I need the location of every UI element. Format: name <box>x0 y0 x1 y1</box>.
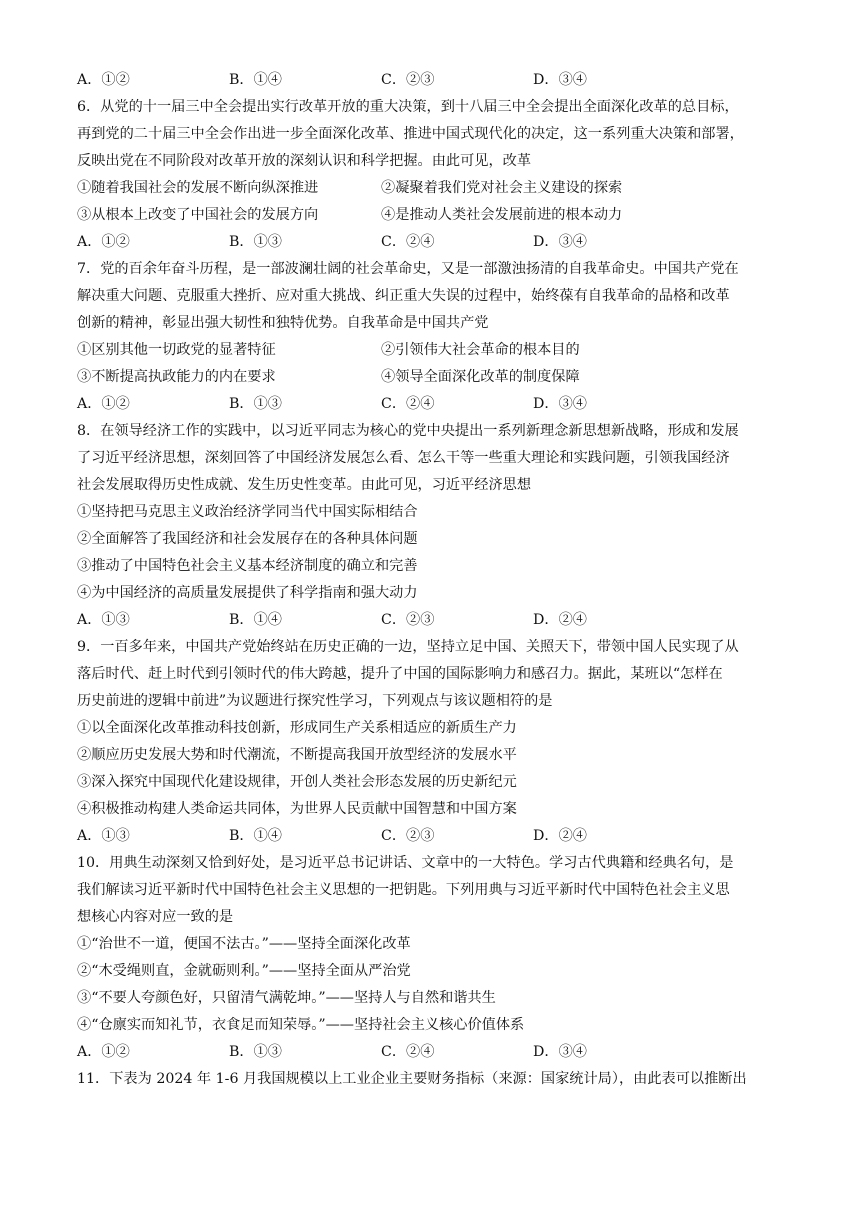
q10-stem-line: 想核心内容对应一致的是 <box>77 909 234 925</box>
q6-items-row <box>77 206 777 224</box>
option-a: A．①② <box>77 72 130 88</box>
q11-stem-line: 11．下表为 2024 年 1-6 月我国规模以上工业企业主要财务指标（来源：国家统计局），由此表可以推断出 <box>77 1071 747 1087</box>
q8-item-2: ②全面解答了我国经济和社会发展存在的各种具体问题 <box>77 531 418 547</box>
option-d: D．③④ <box>533 234 587 250</box>
q7-items-row <box>77 341 777 359</box>
q6-item-4: ④是推动人类社会发展前进的根本动力 <box>381 207 623 223</box>
option-a: A．①③ <box>77 612 130 628</box>
q8-item-3: ③推动了中国特色社会主义基本经济制度的确立和完善 <box>77 558 418 574</box>
option-a: A．①② <box>77 234 130 250</box>
q6-item-3: ③从根本上改变了中国社会的发展方向 <box>77 207 319 223</box>
q10-stem-line: 10．用典生动深刻又恰到好处，是习近平总书记讲话、文章中的一大特色。学习古代典籍和经典名句，是 <box>77 855 734 871</box>
option-c: C．②③ <box>381 612 435 628</box>
q6-options <box>77 233 777 251</box>
option-b: B．①③ <box>229 396 282 412</box>
option-a: A．①③ <box>77 828 130 844</box>
option-b: B．①④ <box>229 612 282 628</box>
q7-options <box>77 395 777 413</box>
option-c: C．②③ <box>381 72 435 88</box>
q5-options <box>77 71 777 89</box>
q10-item-3: ③“不要人夸颜色好，只留清气满乾坤。”——坚持人与自然和谐共生 <box>77 990 496 1006</box>
q10-item-2: ②“木受绳则直，金就砺则利。”——坚持全面从严治党 <box>77 963 411 979</box>
option-d: D．③④ <box>533 396 587 412</box>
option-c: C．②④ <box>381 1044 435 1060</box>
q8-stem-line: 社会发展取得历史性成就、发生历史性变革。由此可见，习近平经济思想 <box>77 477 532 493</box>
q7-stem-line: 解决重大问题、克服重大挫折、应对重大挑战、纠正重大失误的过程中，始终葆有自我革命的品格和改革 <box>77 288 730 304</box>
q7-item-2: ②引领伟大社会革命的根本目的 <box>381 342 580 358</box>
q9-stem-line: 落后时代、赶上时代到引领时代的伟大跨越，提升了中国的国际影响力和感召力。据此，某班以“怎样在 <box>77 666 723 682</box>
q7-item-1: ①区别其他一切政党的显著特征 <box>77 342 276 358</box>
option-c: C．②④ <box>381 234 435 250</box>
q6-stem-line: 6．从党的十一届三中全会提出实行改革开放的重大决策，到十八届三中全会提出全面深化改革的总目标， <box>77 99 739 115</box>
option-d: D．③④ <box>533 72 587 88</box>
q8-stem-line: 8．在领导经济工作的实践中，以习近平同志为核心的党中央提出一系列新理念新思想新战略，形成和发展 <box>77 423 739 439</box>
q8-stem-line: 了习近平经济思想，深刻回答了中国经济发展怎么看、怎么干等一些重大理论和实践问题，引领我国经济 <box>77 450 730 466</box>
option-b: B．①④ <box>229 828 282 844</box>
q10-item-4: ④“仓廪实而知礼节，衣食足而知荣辱。”——坚持社会主义核心价值体系 <box>77 1017 525 1033</box>
q8-item-1: ①坚持把马克思主义政治经济学同当代中国实际相结合 <box>77 504 418 520</box>
q10-stem-line: 我们解读习近平新时代中国特色社会主义思想的一把钥匙。下列用典与习近平新时代中国特色社会主义思 <box>77 882 730 898</box>
q9-options <box>77 827 777 845</box>
q9-item-1: ①以全面深化改革推动科技创新，形成同生产关系相适应的新质生产力 <box>77 720 517 736</box>
option-a: A．①② <box>77 396 130 412</box>
q6-item-2: ②凝聚着我们党对社会主义建设的探索 <box>381 180 623 196</box>
q6-stem-line: 再到党的二十届三中全会作出进一步全面深化改革、推进中国式现代化的决定，这一系列重大决策和部署， <box>77 126 744 142</box>
option-d: D．③④ <box>533 1044 587 1060</box>
q7-stem-line: 7．党的百余年奋斗历程，是一部波澜壮阔的社会革命史，又是一部激浊扬清的自我革命史。中国共产党在 <box>77 261 739 277</box>
q7-stem-line: 创新的精神，彰显出强大韧性和独特优势。自我革命是中国共产党 <box>77 315 489 331</box>
q10-options <box>77 1043 777 1061</box>
q9-stem-line: 历史前进的逻辑中前进”为议题进行探究性学习，下列观点与该议题相符的是 <box>77 693 553 709</box>
q9-item-4: ④积极推动构建人类命运共同体，为世界人民贡献中国智慧和中国方案 <box>77 801 517 817</box>
q8-item-4: ④为中国经济的高质量发展提供了科学指南和强大动力 <box>77 585 418 601</box>
q9-item-2: ②顺应历史发展大势和时代潮流，不断提高我国开放型经济的发展水平 <box>77 747 517 763</box>
q7-item-3: ③不断提高执政能力的内在要求 <box>77 369 276 385</box>
option-a: A．①② <box>77 1044 130 1060</box>
option-d: D．②④ <box>533 828 587 844</box>
q6-items-row <box>77 179 777 197</box>
q10-item-1: ①“治世不一道，便国不法古。”——坚持全面深化改革 <box>77 936 411 952</box>
q8-options <box>77 611 777 629</box>
option-b: B．①③ <box>229 234 282 250</box>
q7-item-4: ④领导全面深化改革的制度保障 <box>381 369 580 385</box>
q9-item-3: ③深入探究中国现代化建设规律，开创人类社会形态发展的历史新纪元 <box>77 774 517 790</box>
option-d: D．②④ <box>533 612 587 628</box>
q9-stem-line: 9．一百多年来，中国共产党始终站在历史正确的一边，坚持立足中国、关照天下，带领中国人民实现了从 <box>77 639 739 655</box>
q7-items-row <box>77 368 777 386</box>
q6-stem-line: 反映出党在不同阶段对改革开放的深刻认识和科学把握。由此可见，改革 <box>77 153 532 169</box>
option-c: C．②④ <box>381 396 435 412</box>
option-c: C．②③ <box>381 828 435 844</box>
q6-item-1: ①随着我国社会的发展不断向纵深推进 <box>77 180 319 196</box>
option-b: B．①④ <box>229 72 282 88</box>
option-b: B．①③ <box>229 1044 282 1060</box>
